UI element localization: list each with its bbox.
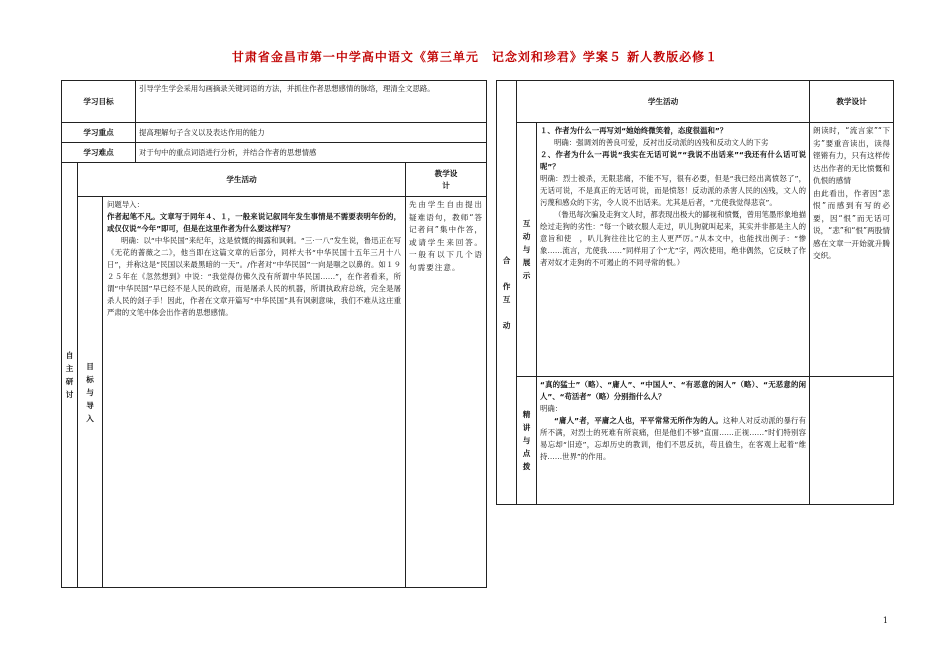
answer-4: 这种人对反动派的暴行有所不满，对烈士的死难有所哀痛，但是他们不够“直面……正视……”时们特别容易忘却“旧迹”，忘却历史的教训，他们不思反抗，苟且偷生，在客观上起着“维持……世界”的作用。 xyxy=(540,416,806,461)
right-teaching-design-header: 教学设计 xyxy=(810,81,894,123)
left-teaching-design-header: 教学设 计 xyxy=(406,163,487,197)
question-4: “真的猛士”（略）、“庸人”、“中国人”、“有恶意的闲人”（略）、“无恶意的闲人”、“苟活者”（略）分别指什么人？ xyxy=(540,380,806,401)
focus-label: 学习重点 xyxy=(62,123,136,143)
answer-4-intro: 明确： xyxy=(540,404,563,413)
interaction-content xyxy=(537,123,810,377)
question-3: ２、作者为什么一再说“我实在无话可说”“我说不出话来”“我还有什么话可说呢”？ xyxy=(540,150,806,171)
right-table xyxy=(496,80,894,505)
answer-3-note: （鲁迅每次骗及走狗文人时，都表现出极大的鄙视和愤慨，曾用笔墨形象地描绘过走狗的劣性：“每一个破衣服人走过，叭儿狗就叫起来，其实并非都是主人的意旨和使 ，叭儿狗往往比它的主人更严厉。”从本文中，也能找出例子：“惨象……流言，尤使我……”同样用了个“尤”字，两次使用，绝非偶然，它反映了作者对奴才走狗的不可遏止的不同寻常的恨。） xyxy=(540,210,806,267)
focus-text: 提高理解句子含义以及表达作用的能力 xyxy=(136,123,487,143)
left-table xyxy=(61,80,487,588)
guidance-design-cell xyxy=(810,377,894,505)
left-design-note: 先由学生自由提出疑难语句，教师“答记者问”集中作答，或请学生来回答。一般有以下几个语句需要注意。 xyxy=(406,197,487,588)
question-1: 作者起笔不凡。文章写于同年４、１，一般来说记叙同年发生事情是不需要表明年份的，或仅仅说“今年”即可，但是在这里作者为什么要这样写？ xyxy=(107,212,401,233)
right-block xyxy=(496,80,893,600)
self-study-label: 自 主 研 讨 xyxy=(62,163,78,588)
right-design-note: 朗读时，“流言家”“下劣”要重音读出，读得铿锵有力，只有这样传达出作者的无比愤慨和仇恨的感情 由此看出，作者因“悲恨”而感到有写的必要，因“恨”而无话可说，“悲”和“恨”两股情感在文章一开始就升腾交织。 xyxy=(810,123,894,377)
answer-2: 明确：强调刘的善良可爱，反衬出反动派的凶残和反动文人的下劣 xyxy=(554,138,769,147)
answer-1: 明确：以“中华民国”来纪年，这是愤慨的揭露和讽刺。“三·一八”发生说，鲁迅正在写《无花的蔷薇之二》，他当即在这篇文章的后部分，同样大书“中华民国十五年三月十八日”，并称这是“民国以来最黑暗的一天”。/作者对“中华民国”一向是嗤之以鼻的。如１９２５年在《忽然想到》中说：“我觉得仿佛久没有所谓中华民国……”，在作者看来，所谓“中华民国”早已经不是人民的政府，而是屠杀人民的机器，所谓执政府总统，完全是屠杀人民的刽子手！因此，作者在文章开篇写“中华民国”具有讽刺意味，我们不难从这庄重严肃的文笔中体会出作者的思想感情。 xyxy=(107,236,401,317)
right-student-activity-header: 学生活动 xyxy=(517,81,810,123)
left-block xyxy=(61,80,486,600)
intro-question-label: 问题导入： xyxy=(107,200,144,209)
page-number: 1 xyxy=(882,616,888,625)
difficulty-text: 对于句中的重点词语进行分析，并结合作者的思想情感 xyxy=(136,143,487,163)
answer-3: 明确：烈士被杀，无限悲痛，不能不写，很有必要，但是“我已经出离愤怒了”，无话可说，不是真正的无话可说，而是愤怒！反动派的杀害人民的凶残，文人的污蔑和感众的下劣，令人说不出话来。尤其是后者，“尤使我觉得悲哀”。 xyxy=(540,174,806,207)
goal-text: 引导学生学会采用勾画摘录关键词语的方法，并抓住作者思想感情的脉络，理清全文思路。 xyxy=(136,81,487,123)
document-title: 甘肃省金昌市第一中学高中语文《第三单元 记念刘和珍君》学案５ 新人教版必修１ xyxy=(231,50,719,64)
cooperation-label: 合 作 互 动 xyxy=(497,81,517,505)
difficulty-label: 学习难点 xyxy=(62,143,136,163)
intro-content xyxy=(103,197,405,587)
interaction-label: 互 动 与 展 示 xyxy=(517,123,537,377)
guidance-content xyxy=(537,377,810,505)
question-2: １、作者为什么一再写刘“她始终微笑着，态度很温和”？ xyxy=(540,126,728,135)
goal-label: 学习目标 xyxy=(62,81,136,123)
intro-label: 目 标 与 导 入 xyxy=(78,197,103,587)
answer-4-lead: “庸人”者，平庸之人也，平平常常无所作为的人。 xyxy=(554,416,723,425)
guidance-label: 精 讲 与 点 拨 xyxy=(517,377,537,505)
left-student-activity-header: 学生活动 xyxy=(78,163,406,197)
